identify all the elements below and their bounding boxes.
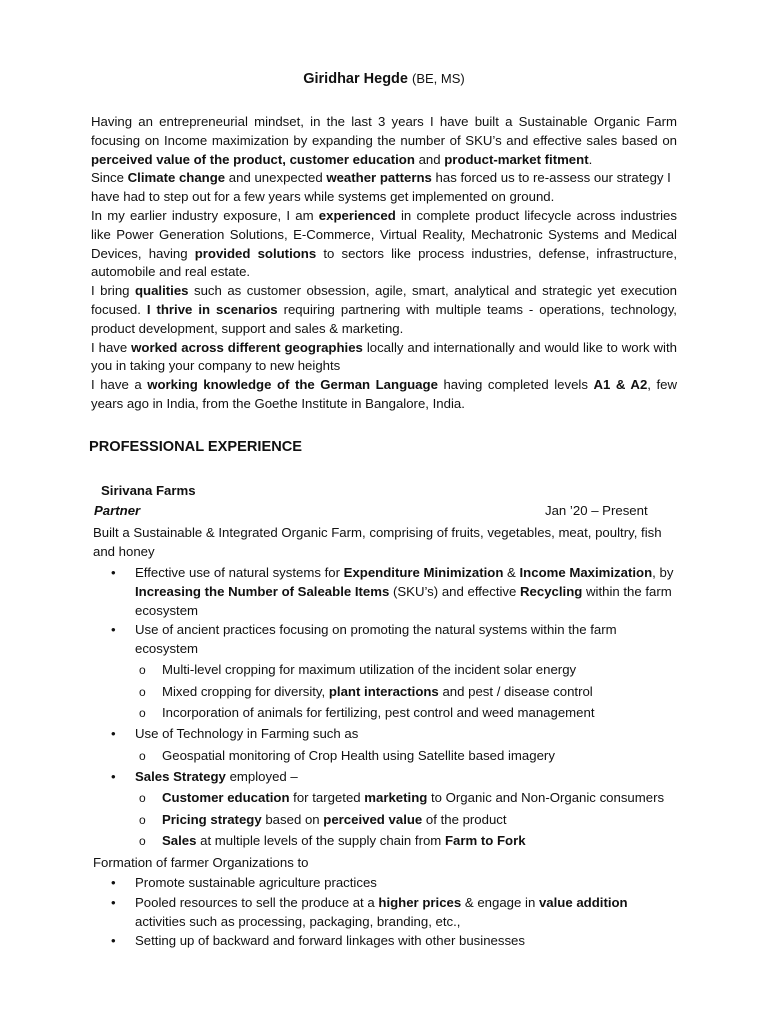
formation-list xyxy=(0,874,768,952)
sub-list-item: o Multi-level cropping for maximum utilization of the incident solar energy xyxy=(0,661,682,680)
bullet-icon: • xyxy=(111,768,116,784)
sub-list-item: o Sales at multiple levels of the supply chain from Farm to Fork xyxy=(0,832,682,851)
bullet-icon: • xyxy=(111,875,116,890)
list-item: • Sales Strategy employed – xyxy=(0,768,680,787)
summary-paragraph: Having an entrepreneurial mindset, in the last 3 years I have built a Sustainable Organic Farm focusing on Income maximization by expanding the number of SKU’s and effective sales based on perceived value of the product, customer education and product-market fitment. xyxy=(91,114,677,167)
responsibility-list xyxy=(0,564,768,853)
job-role: Partner xyxy=(94,503,141,518)
bullet-icon: • xyxy=(111,894,116,910)
list-item: • Pooled resources to sell the produce at a higher prices & engage in value addition activities such as processing, packaging, branding, etc., xyxy=(111,894,628,929)
circle-bullet-icon: o xyxy=(139,812,146,827)
bullet-icon: • xyxy=(111,622,116,638)
bullet-icon: • xyxy=(111,933,116,949)
resume-header xyxy=(0,70,768,89)
circle-bullet-icon: o xyxy=(139,663,146,678)
sub-list-item: o Customer education for targeted marketing to Organic and Non-Organic consumers xyxy=(0,789,682,808)
list-item: • Effective use of natural systems for Expenditure Minimization & Income Maximization, by Increasing the Number of Saleable Items (SKU’s) and effective Recycling within the farm ecosystem xyxy=(111,565,674,618)
candidate-name: Giridhar Hegde xyxy=(303,71,408,87)
list-item: • Promote sustainable agriculture practices xyxy=(0,874,680,893)
summary-paragraph: I bring qualities such as customer obsession, agile, smart, analytical and strategic yet execution focused. I thrive in scenarios requiring partnering with multiple teams - operations, technology, product development, support and sales & marketing. xyxy=(91,283,677,336)
circle-bullet-icon: o xyxy=(139,706,146,721)
job-intro: Built a Sustainable & Integrated Organic Farm, comprising of fruits, vegetables, meat, poultry, fish and honey xyxy=(93,525,662,559)
circle-bullet-icon: o xyxy=(139,791,146,806)
summary-paragraph: I have a working knowledge of the German Language having completed levels A1 & A2, few years ago in India, from the Goethe Institute in Bangalore, India. xyxy=(91,377,678,411)
candidate-degrees: (BE, MS) xyxy=(412,71,465,86)
company-name: Sirivana Farms xyxy=(101,483,196,498)
formation-heading: Formation of farmer Organizations to xyxy=(93,855,309,870)
sub-list-item: o Geospatial monitoring of Crop Health using Satellite based imagery xyxy=(0,747,682,766)
summary-paragraph: I have worked across different geographies locally and internationally and would like to work with you in taking your company to new heights xyxy=(91,339,677,374)
circle-bullet-icon: o xyxy=(139,833,146,848)
bullet-icon: • xyxy=(111,565,116,580)
circle-bullet-icon: o xyxy=(139,684,146,699)
sub-list-item: o Mixed cropping for diversity, plant interactions and pest / disease control xyxy=(0,683,682,702)
bullet-icon: • xyxy=(111,726,116,742)
list-item: • Use of Technology in Farming such as xyxy=(0,725,680,744)
sub-list-item: o Incorporation of animals for fertilizing, pest control and weed management xyxy=(0,704,682,723)
section-title: PROFESSIONAL EXPERIENCE xyxy=(89,439,303,455)
summary-paragraph: In my earlier industry exposure, I am experienced in complete product lifecycle across industries like Power Generation Solutions, E-Commerce, Virtual Reality, Mechatronic Systems and Medical Devices, having provided solutions to sectors like process industries, defense, infrastructure, automobile and real estate. xyxy=(91,207,677,280)
sub-list-item: o Pricing strategy based on perceived value of the product xyxy=(0,811,682,830)
summary-section xyxy=(91,113,677,414)
list-item: • Use of ancient practices focusing on promoting the natural systems within the farm ecosystem xyxy=(111,622,617,657)
circle-bullet-icon: o xyxy=(139,748,146,763)
job-dates: Jan ’20 – Present xyxy=(545,503,648,518)
summary-paragraph: Since Climate change and unexpected weather patterns has forced us to re-assess our strategy I have had to step out for a few years while systems get implemented on ground. xyxy=(91,170,671,205)
list-item: • Setting up of backward and forward linkages with other businesses xyxy=(0,932,680,951)
